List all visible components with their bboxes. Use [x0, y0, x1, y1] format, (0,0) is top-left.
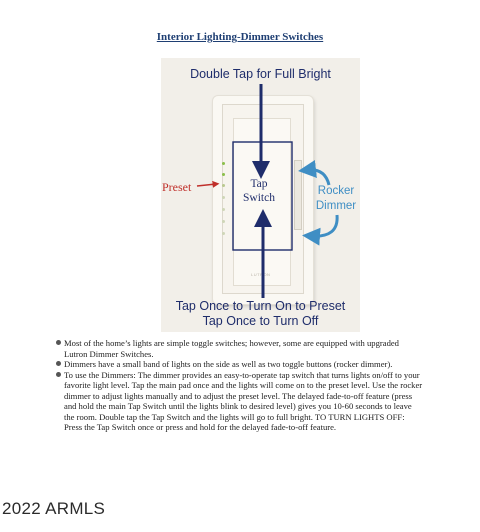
rocker-dimmer-label: [311, 184, 360, 214]
rocker-label-line2: Dimmer: [315, 200, 357, 212]
bullet-icon: [56, 361, 61, 366]
bullet-item: [56, 359, 424, 370]
preset-label: Preset: [162, 180, 192, 194]
tap-switch-label: [224, 177, 294, 205]
dimmer-switch-photo: [161, 58, 360, 332]
rocker-arrow-down: [311, 215, 337, 236]
tap-once-line2: Tap Once to Turn Off: [202, 314, 319, 328]
rocker-arrow-up: [307, 170, 329, 185]
brand-label: LUTRON: [251, 272, 271, 277]
bullet-list: [56, 338, 424, 433]
double-tap-label: Double Tap for Full Bright: [190, 67, 331, 81]
tap-switch-label-line2: Switch: [243, 192, 275, 204]
page-title: Interior Lighting-Dimmer Switches: [156, 31, 324, 43]
bullet-item: [56, 370, 424, 433]
bullet-text: Dimmers have a small band of lights on the side as well as two toggle buttons (rocker dimmer).: [64, 359, 393, 369]
rocker-label-line1: Rocker: [317, 185, 355, 197]
tap-switch-label-line1: Tap: [250, 178, 268, 190]
bullet-item: [56, 338, 424, 359]
preset-arrow: [197, 184, 216, 186]
bullet-text: Most of the home’s lights are simple toggle switches; however, some are equipped with upgraded Lutron Dimmer Switches.: [64, 338, 399, 359]
tap-once-label: [161, 299, 360, 329]
bullet-text: To use the Dimmers: The dimmer provides an easy-to-operate tap switch that turns lights on/off to your favorite light level. Tap the main pad once and the lights will come on to the preset level. Use the rocker dimmer to adjust lights manually and to adjust the preset level. The delayed fade-to-off feature (press and hold the main Tap Switch until the lights blink to desired level) gives you 10-60 seconds to leave the room. Double tap the Tap Switch and the lights will go to full bright. TO TURN LIGHTS OFF: Press the Tap Switch once or press and hold for the delayed fade-to-off feature.: [64, 369, 423, 432]
copyright-watermark: 2022 ARMLS: [2, 499, 106, 518]
tap-once-line1: Tap Once to Turn On to Preset: [175, 299, 346, 313]
bullet-icon: [56, 340, 61, 345]
bullet-icon: [56, 372, 61, 377]
